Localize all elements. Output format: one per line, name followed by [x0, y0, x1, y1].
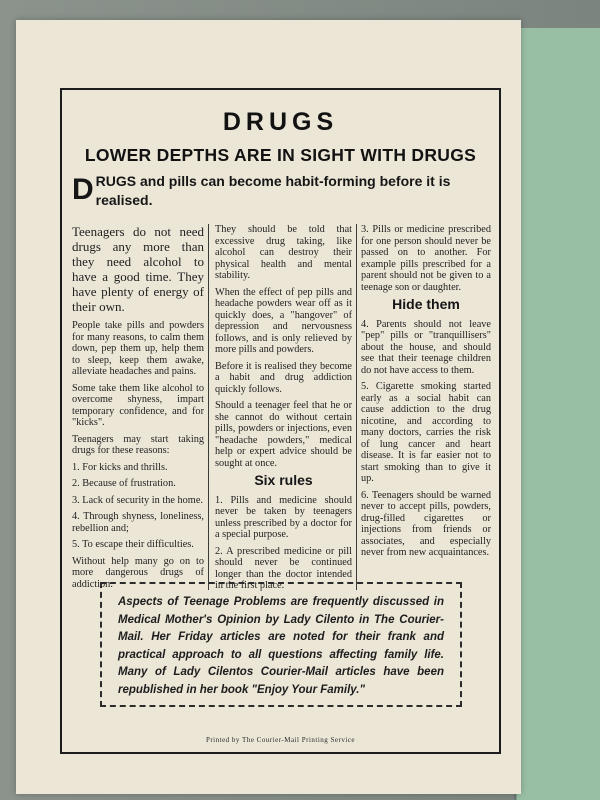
paragraph: Teenagers may start taking drugs for these reasons: [72, 433, 204, 456]
rule-item: 2. A prescribed medicine or pill should never be continued longer than the doctor intended in the first place. [215, 545, 352, 591]
paragraph: Without help many go on to more dangerous drugs of addiction. [72, 555, 204, 590]
column-divider [208, 224, 209, 590]
intro-text: RUGS and pills can become habit-forming before it is realised. [95, 173, 451, 208]
rule-item: 3. Pills or medicine prescribed for one person should never be passed on to another. For example pills prescribed for a parent should not be given to a teenage son or daughter. [361, 224, 491, 293]
promo-box [100, 582, 462, 707]
booklet-page [16, 20, 521, 794]
article-column-3 [361, 224, 491, 564]
column-divider [356, 224, 357, 590]
paragraph: They should be told that excessive drug taking, like alcohol can destroy their physical health and mental stability. [215, 224, 352, 281]
article-column-2 [215, 224, 352, 597]
printer-credit: Printed by The Courier-Mail Printing Service [205, 736, 356, 744]
list-item: 3. Lack of security in the home. [72, 494, 203, 506]
page-title: DRUGS [222, 108, 339, 136]
list-item: 5. To escape their difficulties. [72, 539, 194, 550]
list-item: 2. Because of frustration. [72, 478, 176, 489]
article-column-1 [72, 224, 204, 595]
section-heading-six-rules: Six rules [254, 472, 313, 488]
drop-cap: D [72, 173, 94, 206]
paragraph: When the effect of pep pills and headache powders wear off as it quickly does, a "hangover" of depression and nervousness follows, and is only relieved by more pills and powders. [215, 286, 352, 355]
rule-item: 6. Teenagers should be warned never to accept pills, powders, drug-filled cigarettes or injections from friends or associates, and especially never from new acquaintances. [361, 489, 491, 558]
green-back-cover [516, 28, 600, 800]
article-frame [60, 88, 501, 754]
rule-item: 5. Cigarette smoking started early as a social habit can cause addiction to the drug nicotine, and according to many doctors, carries the risk of lung cancer and heart disease. It is far easier not to start smoking than to give it up. [361, 381, 491, 484]
list-item: 1. For kicks and thrills. [72, 461, 168, 473]
promo-text: Aspects of Teenage Problems are frequently discussed in Medical Mother's Opinion by Lady Cilento in The Courier-Mail. Her Friday articles are noted for their frank and practical approach to all questions affecting family life. Many of Lady Cilentos Courier-Mail articles have been republished in her book "Enjoy Your Family." [118, 596, 444, 696]
paragraph: People take pills and powders for many reasons, to calm them down, pep them up, help them to sleep, keep them awake, alleviate headaches and pains. [72, 320, 204, 377]
paragraph: Teenagers do not need drugs any more than they need alcohol to have a good time. They have plenty of energy of their own. [72, 224, 204, 314]
paragraph: Before it is realised they become a habit and drug addiction quickly follows. [215, 360, 352, 395]
section-heading-hide-them: Hide them [392, 296, 460, 312]
rule-item: 1. Pills and medicine should never be taken by teenagers unless prescribed by a doctor for a special purpose. [215, 494, 352, 540]
paragraph: Some take them like alcohol to overcome shyness, impart temporary confidence, and for "kicks". [72, 382, 204, 428]
paragraph: Should a teenager feel that he or she cannot do without certain pills, powders or injections, even "headache powders," medical help or expert advice should be sought at once. [215, 400, 352, 469]
list-item: 4. Through shyness, loneliness, rebellion and; [72, 511, 204, 534]
page-subtitle: LOWER DEPTHS ARE IN SIGHT WITH DRUGS [84, 145, 477, 165]
intro-paragraph [72, 172, 492, 210]
rule-item: 4. Parents should not leave "pep" pills or "tranquillisers" about the house, and should see that their teenage children do not have access to them. [361, 318, 491, 376]
